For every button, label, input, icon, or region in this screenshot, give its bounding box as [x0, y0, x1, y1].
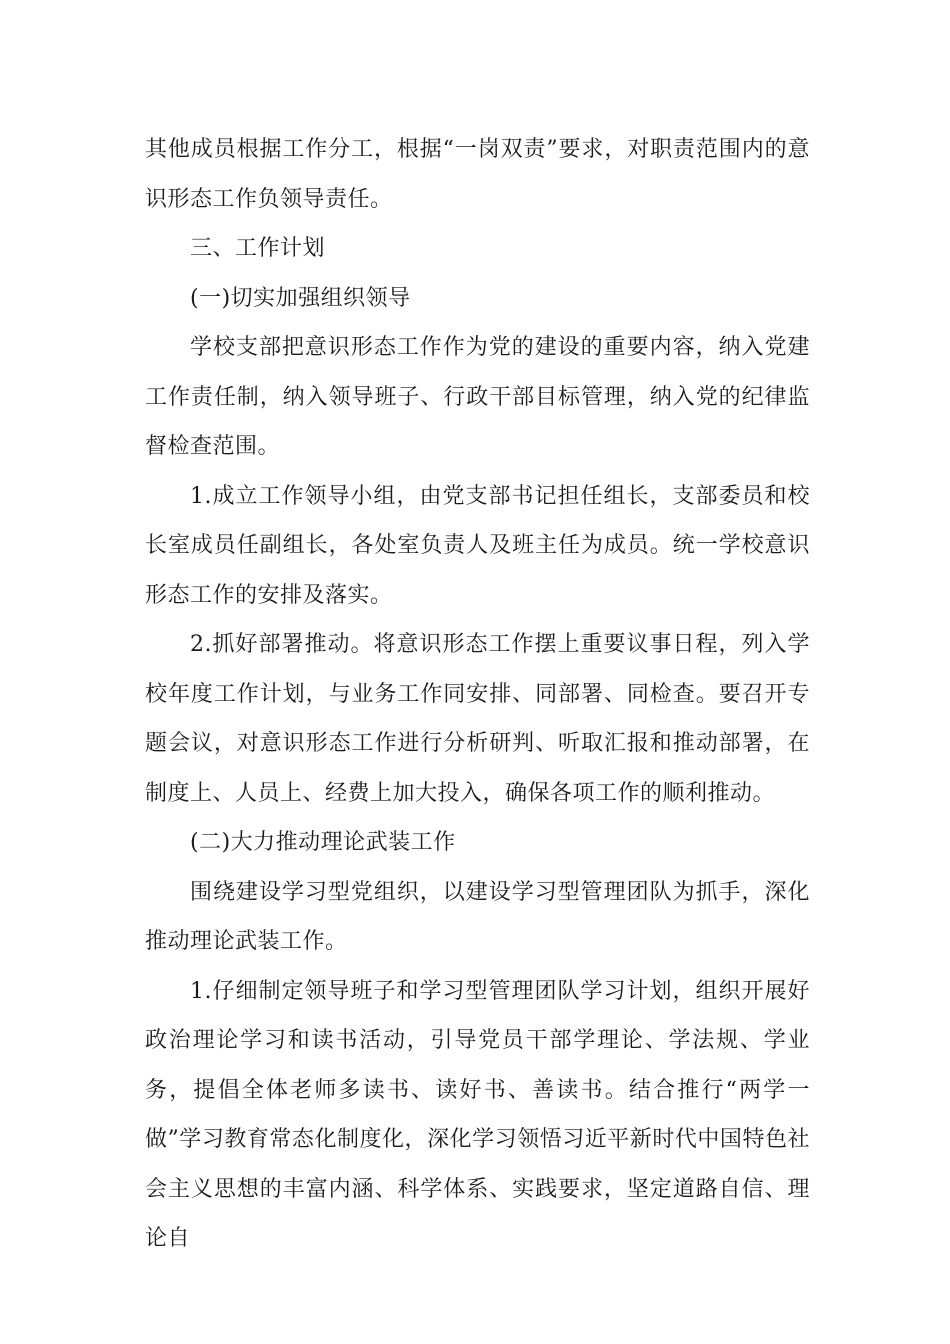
paragraph-item-1-study-plan: 1.仔细制定领导班子和学习型管理团队学习计划，组织开展好政治理论学习和读书活动，引导党员干部学理论、学法规、学业务，提倡全体老师多读书、读好书、善读书。结合推行“两学一做”学习教育常态化制度化，深化学习领悟习近平新时代中国特色社会主义思想的丰富内涵、科学体系、实践要求，坚定道路自信、理论自	[145, 978, 810, 1251]
paragraph-responsibility: 其他成员根据工作分工，根据“一岗双责”要求，对职责范围内的意识形态工作负领导责任。	[145, 137, 810, 212]
subheading-theory-work: (二)大力推动理论武装工作	[190, 830, 456, 855]
subheading-organization-leadership: (一)切实加强组织领导	[190, 285, 411, 311]
paragraph-learning-organization: 围绕建设学习型党组织，以建设学习型管理团队为抓手，深化推动理论武装工作。	[145, 879, 810, 954]
document-body	[145, 125, 810, 1264]
paragraph-party-branch: 学校支部把意识形态工作作为党的建设的重要内容，纳入党建工作责任制，纳入领导班子、行政干部目标管理，纳入党的纪律监督检查范围。	[145, 335, 810, 459]
paragraph-item-2-deployment: 2.抓好部署推动。将意识形态工作摆上重要议事日程，列入学校年度工作计划，与业务工作同安排、同部署、同检查。要召开专题会议，对意识形态工作进行分析研判、听取汇报和推动部署，在制度上、人员上、经费上加大投入，确保各项工作的顺利推动。	[145, 632, 810, 806]
paragraph-item-1-leading-group: 1.成立工作领导小组，由党支部书记担任组长，支部委员和校长室成员任副组长，各处室负责人及班主任为成员。统一学校意识形态工作的安排及落实。	[145, 483, 810, 608]
section-heading-work-plan: 三、工作计划	[190, 236, 326, 261]
